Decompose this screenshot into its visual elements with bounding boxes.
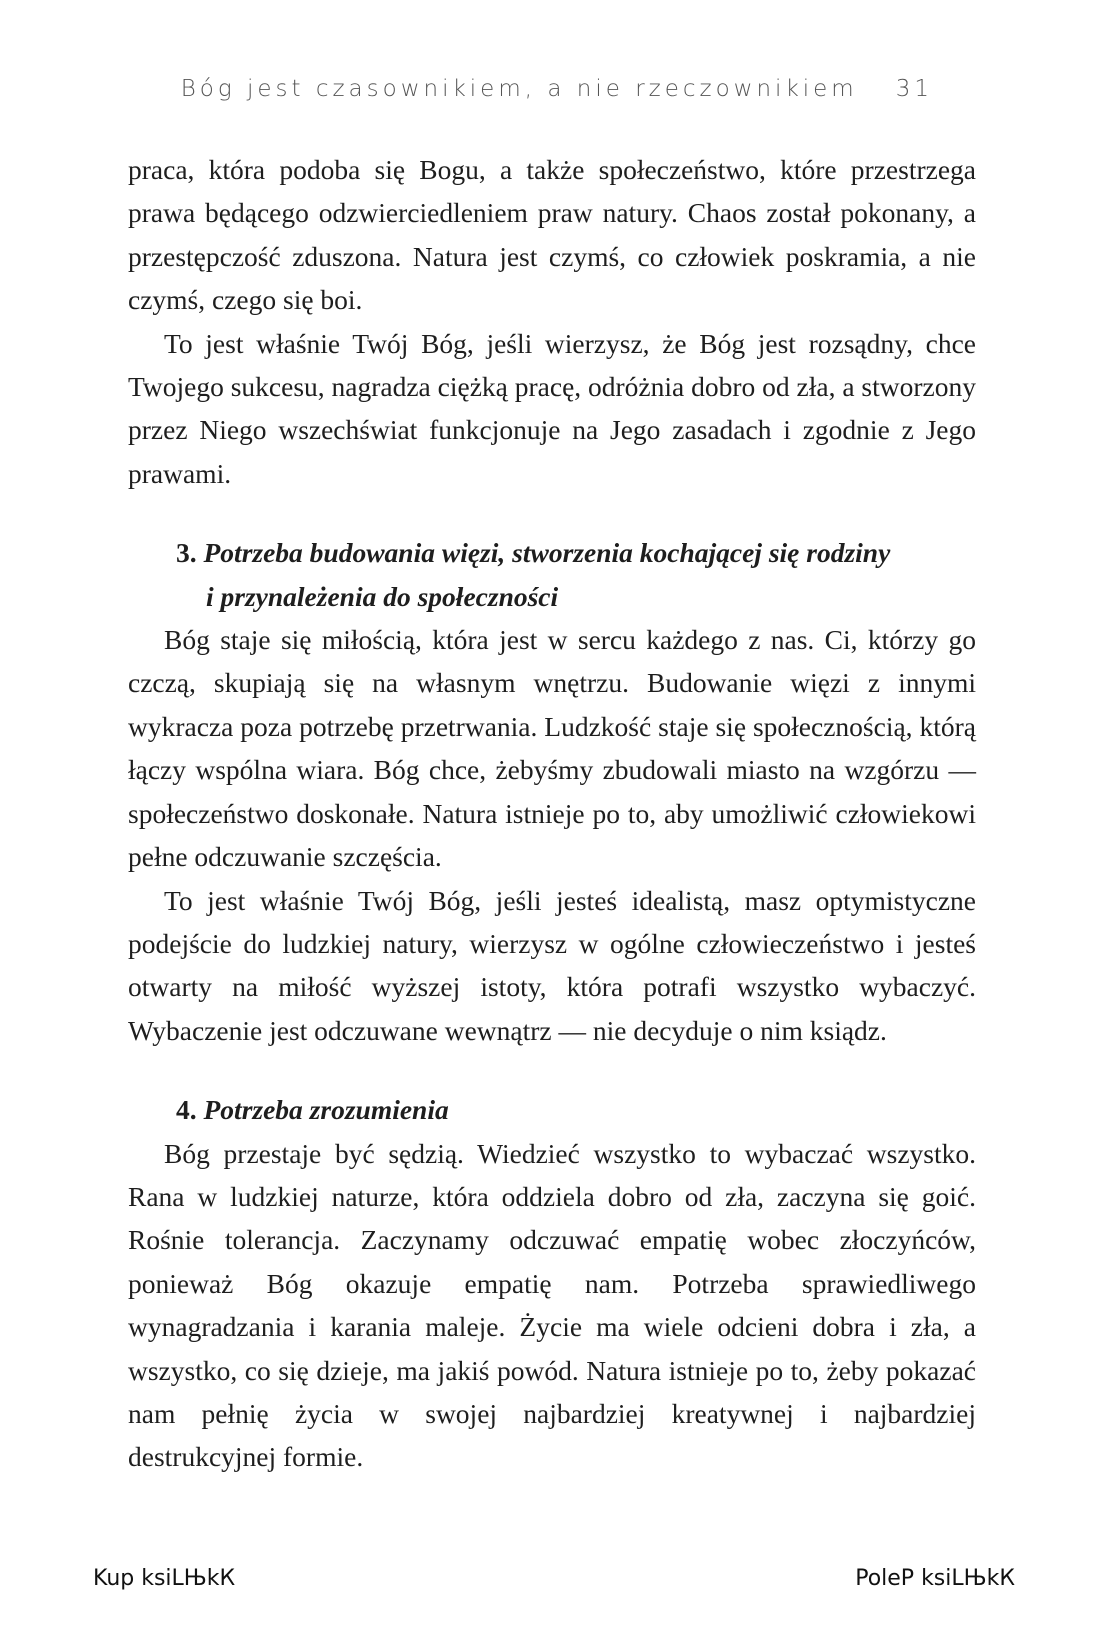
paragraph-5: Bóg przestaje być sędzią. Wiedzieć wszystko to wybaczać wszystko. Rana w ludzkiej naturze, która oddziela dobro od zła, zaczyna się goić. Rośnie tolerancja. Zaczynamy odczuwać empatię wobec złoczyńców, ponieważ Bóg okazuje empatię nam. Potrzeba sprawiedliwego wynagradzania i karania maleje. Życie ma wiele odcieni dobra i zła, a wszystko, co się dzieje, ma jakiś powód. Natura istnieje po to, żeby pokazać nam pełnię życia w swojej najbardziej kreatywnej i najbardziej destrukcyjnej formie. [128,1137,976,1473]
section-heading-4 [128,1088,976,1131]
section-number-4: 4. [176,1094,197,1126]
running-title: Bóg jest czasownikiem, a nie rzeczownikiem [180,76,858,102]
page-body [128,148,976,1479]
paragraph-3: Bóg staje się miłością, która jest w sercu każdego z nas. Ci, którzy go czczą, skupiają się na własnym wnętrzu. Budowanie więzi z innymi wykracza poza potrzebę przetrwania. Ludzkość staje się społecznością, którą łączy wspólna wiara. Bóg chce, żebyśmy zbudowali miasto na wzgórzu — społeczeństwo doskonałe. Natura istnieje po to, aby umożliwić człowiekowi pełne odczuwanie szczęścia. [128,624,976,873]
page-number: 31 [895,76,933,102]
section-title-3-line-1: Potrzeba budowania więzi, stworzenia kochającej się rodziny [203,537,891,569]
section-title-4: Potrzeba zrozumienia [203,1094,449,1126]
section-title-3-line-2: i przynależenia do społeczności [206,580,559,612]
paragraph-1: praca, która podoba się Bogu, a także społeczeństwo, które przestrzega prawa będącego odzwierciedleniem praw natury. Chaos został pokonany, a przestępczość zduszona. Natura jest czymś, co człowiek poskramia, a nie czymś, czego się boi. [128,154,976,316]
section-spacer [128,495,976,531]
paragraph-4: To jest właśnie Twój Bóg, jeśli jesteś idealistą, masz optymistyczne podejście do ludzkiej natury, wierzysz w ogólne człowieczeństwo i jesteś otwarty na miłość wyższej istoty, która potrafi wszystko wybaczyć. Wybaczenie jest odczuwane wewnątrz — nie decyduje o nim ksiądz. [128,884,976,1046]
running-header [181,76,933,102]
section-number-3: 3. [176,537,197,569]
section-heading-3 [128,531,976,618]
buy-book-link[interactable]: Kup ksiLЊkК [93,1566,236,1591]
recommend-book-link[interactable]: PoleP ksiLЊkК [855,1566,1015,1591]
paragraph-2: To jest właśnie Twój Bóg, jeśli wierzysz, że Bóg jest rozsądny, chce Twojego sukcesu, nagradza ciężką pracę, odróżnia dobro od zła, a stworzony przez Niego wszechświat funkcjonuje na Jego zasadach i zgodnie z Jego prawami. [128,327,976,489]
section-spacer [128,1052,976,1088]
